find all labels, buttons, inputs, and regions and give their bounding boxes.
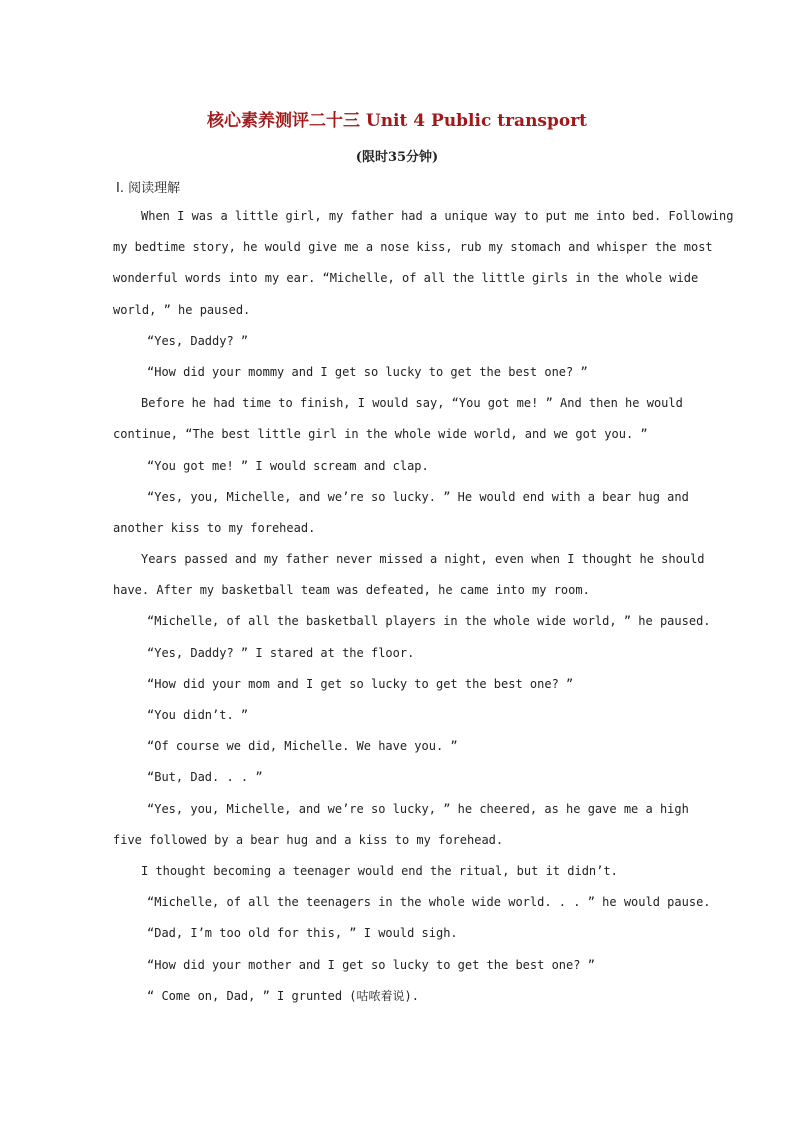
passage-line: “Of course we did, Michelle. We have you. ”: [147, 739, 458, 754]
passage-line: “But, Dad. . . ”: [147, 770, 263, 785]
passage-line: Before he had time to finish, I would say, “You got me! ” And then he would: [141, 396, 683, 411]
passage-line: world, ” he paused.: [113, 302, 251, 317]
passage-line: “Michelle, of all the teenagers in the whole wide world. . . ” he would pause.: [147, 895, 711, 910]
passage-line: wonderful words into my ear. “Michelle, of all the little girls in the whole wide: [113, 271, 699, 286]
passage-line: “How did your mom and I get so lucky to get the best one? ”: [147, 676, 574, 691]
passage-line: “You didn’t. ”: [147, 708, 249, 722]
passage-line: I thought becoming a teenager would end the ritual, but it didn’t.: [141, 863, 618, 878]
passage-line: “Yes, you, Michelle, and we’re so lucky. ” He would end with a bear hug and: [147, 489, 689, 504]
passage-line: “Yes, Daddy? ” I stared at the floor.: [147, 645, 415, 660]
document-title: 核心素养测评二十三 Unit 4 Public transport: [206, 111, 588, 131]
passage-line: “Yes, you, Michelle, and we’re so lucky, ” he cheered, as he gave me a high: [147, 801, 689, 816]
passage-line: When I was a little girl, my father had a unique way to put me into bed. Following: [141, 209, 734, 223]
passage-line: “Yes, Daddy? ”: [147, 333, 249, 348]
passage-line: “How did your mother and I get so lucky to get the best one? ”: [147, 957, 595, 972]
time-limit: (限时35分钟): [355, 150, 439, 165]
passage-line: another kiss to my forehead.: [113, 520, 316, 535]
passage-line: my bedtime story, he would give me a nose kiss, rub my stomach and whisper the most: [113, 240, 713, 255]
passage-line: “Dad, I’m too old for this, ” I would sigh.: [147, 926, 458, 941]
passage-line: continue, “The best little girl in the whole wide world, and we got you. ”: [113, 427, 648, 442]
passage-line: “How did your mommy and I get so lucky to get the best one? ”: [147, 364, 588, 379]
passage-line: Years passed and my father never missed a night, even when I thought he should: [141, 552, 705, 567]
passage-line: have. After my basketball team was defeated, he came into my room.: [113, 583, 590, 598]
passage-line: “ Come on, Dad, ” I grunted (咕哝着说).: [147, 988, 419, 1003]
passage-line: “You got me! ” I would scream and clap.: [147, 458, 429, 473]
passage-line: “Michelle, of all the basketball players in the whole wide world, ” he paused.: [147, 614, 711, 629]
section-heading: Ⅰ. 阅读理解: [116, 181, 181, 196]
passage-line: five followed by a bear hug and a kiss to my forehead.: [113, 832, 504, 847]
reading-passage: [113, 206, 734, 1017]
